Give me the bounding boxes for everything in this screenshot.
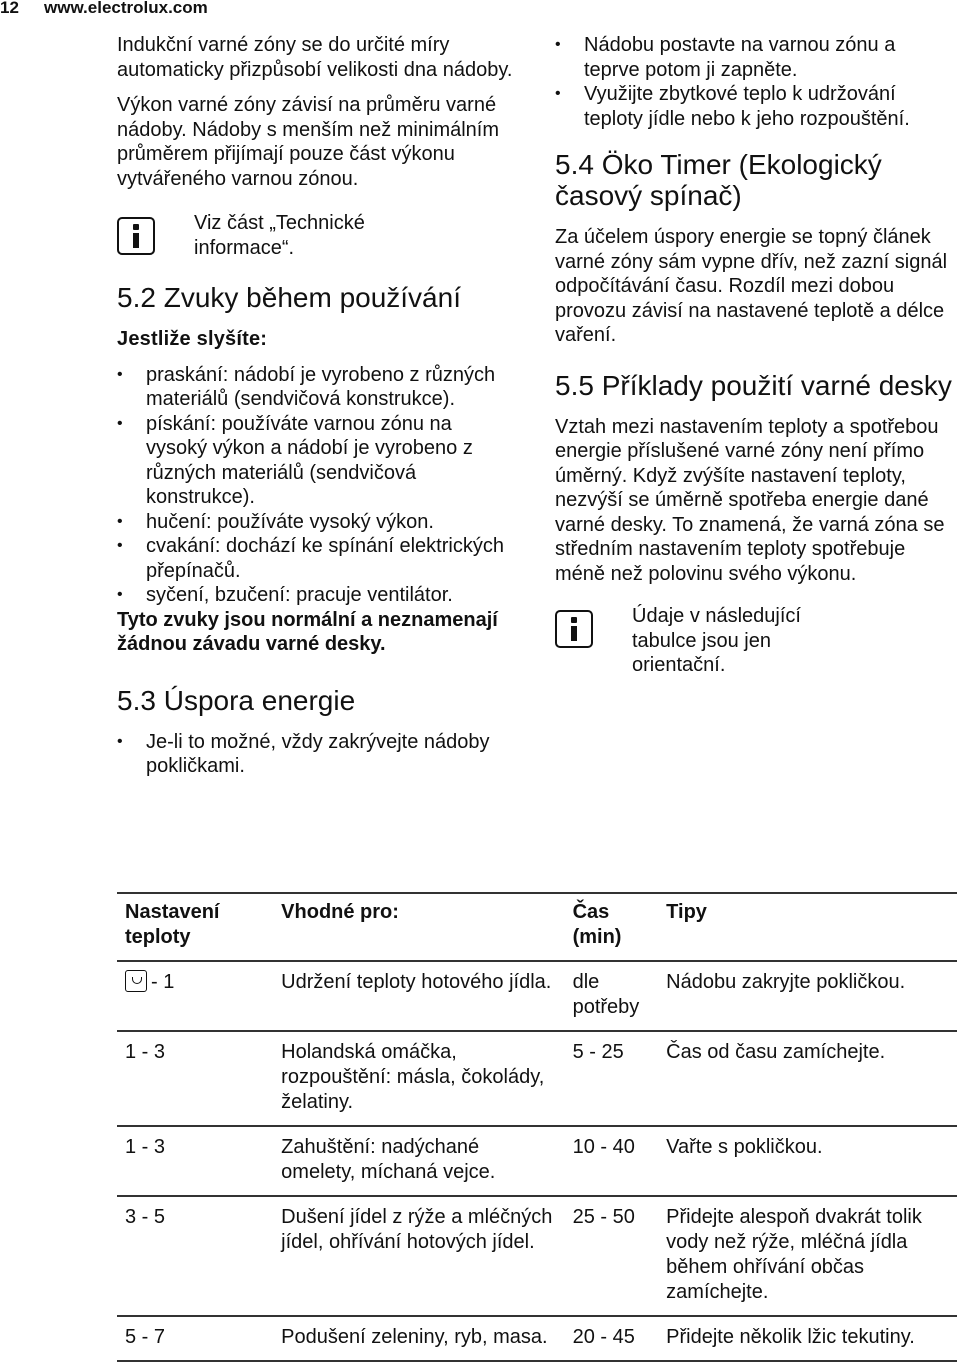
list-item: • hučení: používáte vysoký výkon. — [117, 510, 517, 535]
info-note-technical — [117, 211, 517, 260]
section-5-3-heading — [117, 685, 517, 716]
usage-table — [117, 892, 957, 1362]
section-5-5-body: Vztah mezi nastavením teploty a spotřebou energie příslušené varné zóny není přímo úměrný. Když zvýšíte nastavení teploty, nezvýší se úměrně spotřeba energie dané varné desky. To znamená, že varná zóna se středním nastavením teploty spotřebuje méně než polovinu svého výkonu. — [555, 415, 945, 585]
info-note-text: Viz část „Technické informace“. — [194, 212, 365, 259]
section-5-2-subhead: Jestliže slyšíte: — [117, 328, 268, 350]
section-number: 5.5 — [555, 369, 594, 401]
cell-tip: Nádobu zakryjte pokličkou. — [658, 961, 957, 1031]
cell-time: 10 - 40 — [565, 1126, 659, 1196]
section-title: Zvuky během používání — [155, 282, 461, 313]
section-number: 5.2 — [117, 282, 156, 313]
intro-paragraph-1: Indukční varné zóny se do určité míry automaticky přizpůsobí velikosti dna nádoby. — [117, 34, 513, 81]
cell-tip: Čas od času zamíchejte. — [658, 1031, 957, 1126]
section-title: Úspora energie — [155, 684, 356, 716]
list-item: • cvakání: dochází ke spínání elektrických přepínačů. — [117, 534, 517, 583]
table-row — [117, 1126, 957, 1196]
cell-time: dle potřeby — [565, 961, 659, 1031]
keep-warm-icon — [125, 970, 147, 992]
section-5-2-heading — [117, 282, 517, 313]
section-title: Öko Timer (Ekologický časový spínač) — [555, 149, 882, 211]
cell-setting: 5 - 7 — [117, 1316, 273, 1361]
info-note-table — [555, 604, 955, 678]
list-item: • praskání: nádobí je vyrobeno z různých materiálů (sendvičová konstrukce). — [117, 363, 517, 412]
cell-time: 25 - 50 — [565, 1196, 659, 1316]
cell-use: Podušení zeleniny, ryb, masa. — [273, 1316, 564, 1361]
list-item: • syčení, bzučení: pracuje ventilátor. — [117, 583, 517, 608]
right-column — [555, 33, 955, 686]
cell-tip: Přidejte několik lžic tekutiny. — [658, 1316, 957, 1361]
cell-use: Holandská omáčka, rozpouštění: másla, čokolády, želatiny. — [273, 1031, 564, 1126]
list-item: • Využijte zbytkové teplo k udržování teploty jídle nebo k jeho rozpouštění. — [555, 82, 955, 131]
sounds-list — [117, 363, 517, 608]
cell-setting — [117, 961, 273, 1031]
section-5-4-body: Za účelem úspory energie se topný článek varné zóny sám vypne dřív, než zazní signál odpočítávání času. Rozdíl mezi dobou provozu závisí na nastavené teplotě a délce vaření. — [555, 226, 948, 346]
column-header-time: Čas (min) — [565, 893, 659, 961]
setting-value: - 1 — [151, 971, 175, 993]
section-5-5-heading — [555, 370, 955, 401]
cell-tip: Vařte s pokličkou. — [658, 1126, 957, 1196]
column-header-tips: Tipy — [658, 893, 957, 961]
table-row — [117, 1316, 957, 1361]
cell-time: 20 - 45 — [565, 1316, 659, 1361]
section-5-4-heading — [555, 149, 955, 211]
energy-list — [117, 730, 517, 779]
cell-use: Zahuštění: nadýchané omelety, míchaná vejce. — [273, 1126, 564, 1196]
cell-tip: Přidejte alespoň dvakrát tolik vody než rýže, mléčná jídla během ohřívání občas zamíchejte. — [658, 1196, 957, 1316]
energy-list-continued — [555, 33, 955, 131]
left-column — [117, 33, 517, 779]
intro-paragraph-2: Výkon varné zóny závisí na průměru varné nádoby. Nádoby s menším než minimálním průměrem přijímají pouze část výkonu vytvářeného varnou zónou. — [117, 94, 500, 190]
cell-use: Dušení jídel z rýže a mléčných jídel, ohřívání hotových jídel. — [273, 1196, 564, 1316]
section-title: Příklady použití varné desky — [593, 369, 952, 401]
table-row — [117, 1196, 957, 1316]
table-header-row — [117, 893, 957, 961]
section-number: 5.4 — [555, 149, 594, 180]
table-row — [117, 961, 957, 1031]
sounds-note: Tyto zvuky jsou normální a neznamenají žádnou závadu varné desky. — [117, 608, 498, 655]
list-item: • Nádobu postavte na varnou zónu a teprve potom ji zapněte. — [555, 33, 955, 82]
column-header-use: Vhodné pro: — [273, 893, 564, 961]
info-icon — [555, 610, 593, 648]
cell-time: 5 - 25 — [565, 1031, 659, 1126]
cell-setting: 1 - 3 — [117, 1126, 273, 1196]
site-url[interactable]: www.electrolux.com — [44, 0, 208, 17]
list-item: • pískání: používáte varnou zónu na vysoký výkon a nádobí je vyrobeno z různých materiálů (sendvičová konstrukce). — [117, 412, 517, 510]
cell-setting: 1 - 3 — [117, 1031, 273, 1126]
section-number: 5.3 — [117, 684, 156, 716]
list-item: • Je-li to možné, vždy zakrývejte nádoby pokličkami. — [117, 730, 517, 779]
page-number: 12 — [0, 0, 19, 17]
cell-use: Udržení teploty hotového jídla. — [273, 961, 564, 1031]
cell-setting: 3 - 5 — [117, 1196, 273, 1316]
info-note-text: Údaje v následující tabulce jsou jen orientační. — [632, 605, 801, 676]
page-header — [0, 0, 208, 18]
table-row — [117, 1031, 957, 1126]
info-icon — [117, 217, 155, 255]
column-header-setting: Nastavení teploty — [117, 893, 273, 961]
